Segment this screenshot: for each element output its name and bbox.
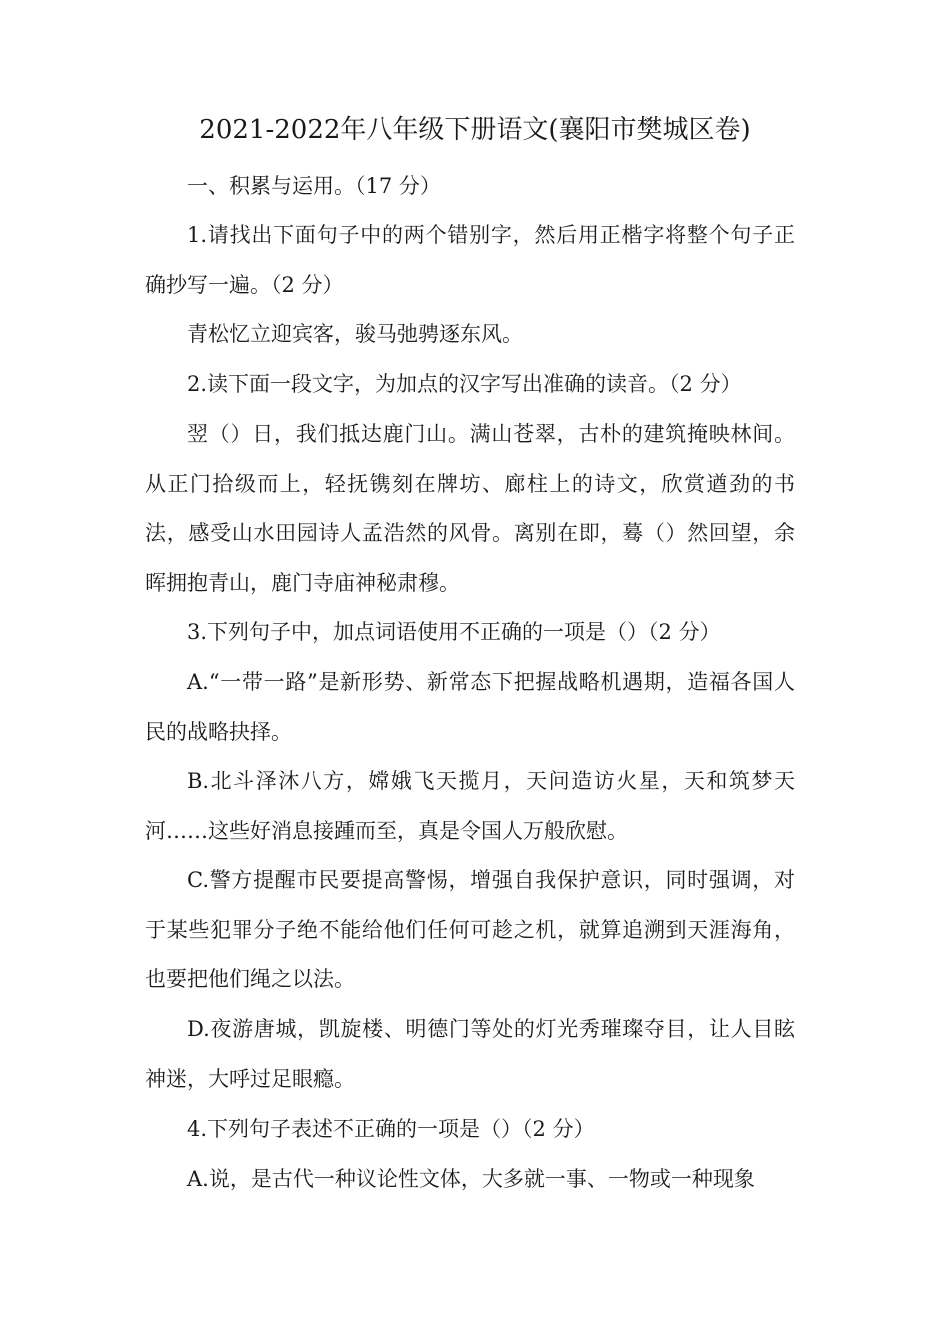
question-3: 3.下列句子中，加点词语使用不正确的一项是（）（2 分）	[187, 620, 721, 644]
question-3-option-b: B.北斗泽沐八方，嫦娥飞天揽月，天问造访火星，天和筑梦天河……这些好消息接踵而至，真是令国人万般欣慰。	[145, 769, 795, 843]
question-4: 4.下列句子表述不正确的一项是（）（2 分）	[187, 1117, 595, 1141]
question-1: 1.请找出下面句子中的两个错别字，然后用正楷字将整个句子正确抄写一遍。（2 分）	[145, 223, 795, 297]
question-3-option-a: A.“一带一路”是新形势、新常态下把握战略机遇期，造福各国人民的战略抉择。	[145, 670, 795, 744]
section-heading: 一、积累与运用。（17 分）	[187, 174, 441, 198]
question-4-option-a: A.说，是古代一种议论性文体，大多就一事、一物或一种现象	[187, 1167, 755, 1191]
question-1-sentence: 青松忆立迎宾客，骏马弛骋逐东风。	[187, 322, 523, 346]
page-title: 2021-2022年八年级下册语文(襄阳市樊城区卷)	[199, 115, 751, 145]
question-3-option-c: C.警方提醒市民要提高警惕，增强自我保护意识，同时强调，对于某些犯罪分子绝不能给他们任何可趁之机，就算追溯到天涯海角，也要把他们绳之以法。	[145, 868, 795, 991]
question-2-passage: 翌（）日，我们抵达鹿门山。满山苍翠，古朴的建筑掩映林间。从正门拾级而上，轻抚镌刻在牌坊、廊柱上的诗文，欣赏遒劲的书法，感受山水田园诗人孟浩然的风骨。离别在即，蓦（）然回望，余晖拥抱青山，鹿门寺庙神秘肃穆。	[145, 422, 795, 595]
question-2: 2.读下面一段文字，为加点的汉字写出准确的读音。（2 分）	[187, 372, 742, 396]
question-3-option-d: D.夜游唐城，凯旋楼、明德门等处的灯光秀璀璨夺目，让人目眩神迷，大呼过足眼瘾。	[145, 1017, 795, 1091]
